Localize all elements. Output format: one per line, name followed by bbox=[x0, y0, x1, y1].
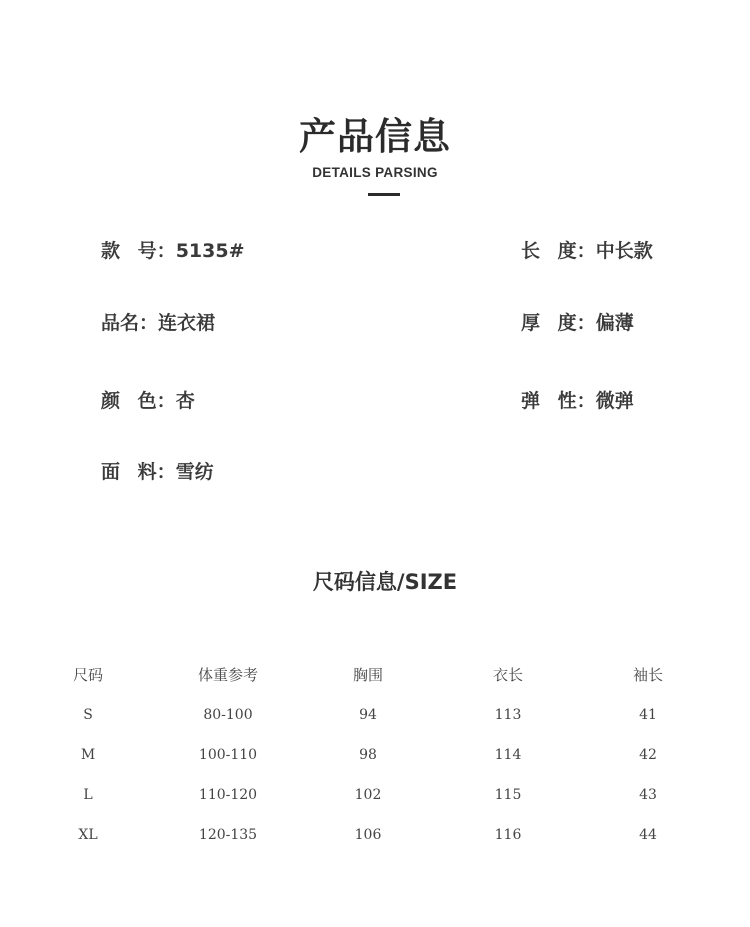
table-cell: L bbox=[83, 787, 93, 803]
info-fabric-value: 雪纺 bbox=[175, 461, 214, 483]
info-style-no-label: 款号： bbox=[101, 240, 176, 262]
info-product-name-value: 连衣裙 bbox=[158, 312, 216, 334]
table-cell: 113 bbox=[494, 707, 522, 723]
table-cell: 114 bbox=[494, 747, 522, 763]
info-color bbox=[101, 387, 195, 415]
info-length-value: 中长款 bbox=[595, 240, 653, 262]
title-divider bbox=[368, 193, 400, 196]
header-cell-sleeve: 袖长 bbox=[632, 666, 663, 684]
table-cell: 106 bbox=[354, 827, 382, 843]
table-row bbox=[0, 823, 750, 847]
table-cell: S bbox=[83, 707, 93, 723]
table-cell: 41 bbox=[639, 707, 657, 723]
page-title: 产品信息 bbox=[299, 115, 451, 158]
table-cell: M bbox=[80, 747, 96, 763]
table-cell: 120-135 bbox=[198, 827, 258, 843]
table-cell: 102 bbox=[354, 787, 382, 803]
table-cell: XL bbox=[78, 827, 98, 843]
table-cell: 80-100 bbox=[203, 707, 253, 723]
info-thickness-value: 偏薄 bbox=[595, 312, 634, 334]
table-row bbox=[0, 703, 750, 727]
table-cell: 116 bbox=[494, 827, 522, 843]
table-row bbox=[0, 743, 750, 767]
info-thickness bbox=[521, 309, 634, 337]
table-row bbox=[0, 783, 750, 807]
header-cell-bust: 胸围 bbox=[352, 666, 383, 684]
info-style-no-value: 5135# bbox=[175, 240, 245, 262]
info-style-no bbox=[101, 237, 245, 265]
info-elasticity-value: 微弹 bbox=[595, 390, 634, 412]
page-subtitle: DETAILS PARSING bbox=[312, 165, 438, 180]
table-cell: 110-120 bbox=[198, 787, 258, 803]
size-table-header bbox=[0, 663, 750, 687]
table-cell: 42 bbox=[639, 747, 657, 763]
info-product-name-label: 品名： bbox=[101, 312, 159, 334]
table-cell: 100-110 bbox=[198, 747, 258, 763]
info-product-name bbox=[101, 309, 215, 337]
table-cell: 43 bbox=[639, 787, 657, 803]
header-cell-length: 衣长 bbox=[492, 666, 523, 684]
info-color-label: 颜色： bbox=[101, 390, 176, 412]
header-cell-size: 尺码 bbox=[72, 666, 103, 684]
info-fabric bbox=[101, 458, 214, 486]
info-fabric-label: 面料： bbox=[101, 461, 176, 483]
info-elasticity-label: 弹性： bbox=[521, 390, 596, 412]
info-color-value: 杏 bbox=[175, 390, 195, 412]
header-cell-weight: 体重参考 bbox=[197, 666, 258, 684]
info-thickness-label: 厚度： bbox=[521, 312, 596, 334]
info-length-label: 长度： bbox=[521, 240, 596, 262]
table-cell: 98 bbox=[359, 747, 377, 763]
info-length bbox=[521, 237, 653, 265]
size-section-title: 尺码信息/SIZE bbox=[312, 570, 458, 594]
table-cell: 94 bbox=[359, 707, 377, 723]
info-elasticity bbox=[521, 387, 634, 415]
table-cell: 115 bbox=[494, 787, 522, 803]
table-cell: 44 bbox=[639, 827, 657, 843]
